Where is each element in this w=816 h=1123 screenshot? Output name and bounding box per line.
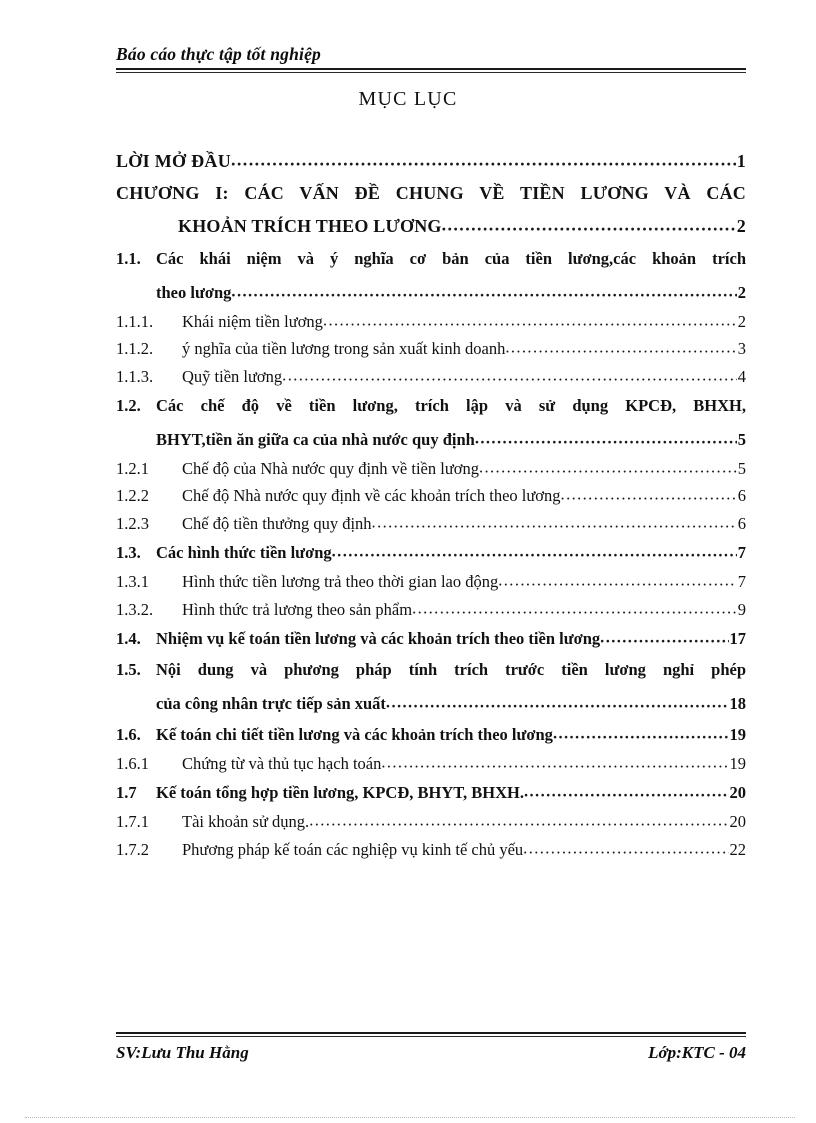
toc-entry-title: Nhiệm vụ kế toán tiền lương và các khoản trích theo tiền lương — [156, 629, 601, 648]
table-of-contents — [116, 152, 746, 869]
toc-entry[interactable] — [116, 488, 746, 514]
toc-entry-title: Khái niệm tiền lương — [182, 311, 323, 331]
running-footer — [116, 1032, 746, 1063]
toc-entry[interactable] — [116, 574, 746, 600]
toc-entry-page: 7 — [737, 572, 746, 591]
leader-dots — [498, 573, 737, 590]
toc-entry-page: 20 — [729, 812, 746, 831]
toc-entry-page: 1 — [736, 151, 746, 171]
toc-entry-title-line1: Nội dung và phương pháp tính trích trước tiền lương nghỉ phép — [156, 660, 746, 679]
toc-entry-number: 1.2. — [116, 396, 141, 415]
toc-entry-number: 1.6. — [116, 724, 141, 744]
scan-edge-artifact — [25, 1117, 795, 1119]
toc-entry-page: 9 — [737, 599, 746, 619]
leader-dots — [412, 600, 737, 617]
toc-entry-title: Kế toán tổng hợp tiền lương, KPCĐ, BHYT, BHXH. — [156, 783, 524, 802]
toc-entry[interactable] — [116, 311, 746, 340]
leader-dots — [231, 281, 736, 301]
leader-dots — [523, 840, 728, 857]
leader-dots — [600, 628, 728, 648]
toc-entry-number: 1.1.3. — [116, 366, 154, 386]
leader-dots — [309, 813, 728, 830]
toc-entry-number: 1.3.2. — [116, 599, 154, 619]
toc-entry-title-line1: Các chế độ về tiền lương, trích lập và sử dụng KPCĐ, BHXH, — [156, 396, 746, 415]
toc-entry-number: 1.6.1 — [116, 753, 149, 773]
toc-entry[interactable] — [116, 366, 746, 395]
toc-entry-number: 1.1.1. — [116, 311, 154, 331]
toc-entry-number: 1.2.3 — [116, 513, 149, 533]
leader-dots — [479, 459, 737, 476]
leader-dots — [561, 487, 737, 504]
toc-entry-title: Quỹ tiền lương — [182, 366, 283, 386]
leader-dots — [524, 782, 729, 802]
leader-dots — [282, 367, 737, 384]
toc-entry[interactable] — [116, 599, 746, 628]
toc-entry-number: 1.3. — [116, 543, 141, 562]
page-title: MỤC LỤC — [358, 88, 458, 110]
toc-entry-title: Hình thức trả lương theo sản phẩm — [182, 599, 413, 619]
footer-class-name: Lớp:KTC - 04 — [648, 1043, 746, 1062]
toc-entry-title: Hình thức tiền lương trả theo thời gian lao động — [182, 572, 499, 591]
toc-entry-number: 1.7.1 — [116, 812, 149, 831]
toc-entry[interactable] — [116, 629, 746, 658]
leader-dots — [475, 428, 737, 448]
toc-entry-title: Kế toán chi tiết tiền lương và các khoản trích theo lương — [156, 724, 553, 744]
toc-entry-page: 19 — [729, 753, 746, 773]
leader-dots — [553, 723, 729, 743]
toc-entry-number: 1.2.1 — [116, 458, 149, 478]
toc-entry[interactable] — [116, 660, 746, 723]
leader-dots — [323, 312, 737, 329]
toc-entry-title: Tài khoản sử dụng. — [182, 812, 310, 831]
toc-entry-page: 18 — [729, 693, 746, 713]
footer-divider — [116, 1032, 746, 1037]
toc-entry-title-line2: theo lương — [156, 282, 232, 302]
toc-entry-number: 1.7.2 — [116, 839, 149, 859]
leader-dots — [442, 215, 736, 236]
toc-entry-number: 1.3.1 — [116, 572, 149, 591]
footer-student-name: SV:Lưu Thu Hằng — [116, 1043, 249, 1062]
header-divider — [116, 68, 746, 73]
toc-entry[interactable] — [116, 249, 746, 312]
leader-dots — [386, 692, 729, 712]
toc-entry[interactable] — [116, 513, 746, 542]
toc-entry-page: 6 — [737, 486, 746, 505]
toc-entry-title-line2: KHOẢN TRÍCH THEO LƯƠNG — [178, 216, 442, 236]
toc-entry-page: 2 — [737, 282, 746, 302]
toc-entry-page: 4 — [737, 366, 746, 386]
toc-entry-number: 1.5. — [116, 660, 141, 679]
toc-entry-page: 2 — [737, 311, 746, 331]
toc-entry-page: 17 — [729, 629, 746, 648]
toc-entry-title-line1: CHƯƠNG I: CÁC VẤN ĐỀ CHUNG VỀ TIỀN LƯƠNG VÀ CÁC — [116, 183, 746, 203]
toc-entry-page: 2 — [736, 216, 746, 236]
toc-entry[interactable] — [116, 458, 746, 487]
toc-entry-title: ý nghĩa của tiền lương trong sản xuất kinh doanh — [182, 339, 506, 358]
toc-entry-title: Chế độ tiền thưởng quy định — [182, 513, 372, 533]
leader-dots — [231, 151, 736, 169]
toc-entry-title: Các hình thức tiền lương — [156, 543, 332, 562]
toc-entry[interactable] — [116, 152, 746, 182]
toc-entry-title: Chế độ Nhà nước quy định về các khoản trích theo lương — [182, 486, 561, 505]
toc-entry-page: 19 — [729, 724, 746, 744]
toc-entry-number: 1.1. — [116, 249, 141, 268]
toc-entry-page: 7 — [737, 543, 746, 562]
toc-entry-title-line2: của công nhân trực tiếp sản xuất — [156, 693, 386, 713]
toc-entry-title: Chế độ của Nhà nước quy định về tiền lương — [182, 458, 479, 478]
toc-entry-title: LỜI MỞ ĐẦU — [116, 151, 231, 171]
toc-entry-title-line1: Các khái niệm và ý nghĩa cơ bản của tiền lương,các khoản trích — [156, 249, 746, 268]
toc-entry[interactable] — [116, 184, 746, 247]
toc-entry[interactable] — [116, 783, 746, 812]
toc-entry[interactable] — [116, 543, 746, 572]
toc-entry-page: 3 — [737, 339, 746, 358]
toc-entry-number: 1.7 — [116, 783, 137, 802]
toc-entry-number: 1.2.2 — [116, 486, 149, 505]
toc-entry[interactable] — [116, 814, 746, 840]
toc-entry-page: 6 — [737, 513, 746, 533]
toc-entry[interactable] — [116, 725, 746, 754]
toc-entry[interactable] — [116, 341, 746, 367]
toc-entry-title-line2: BHYT,tiền ăn giữa ca của nhà nước quy định — [156, 429, 475, 449]
toc-entry-page: 5 — [737, 458, 746, 478]
running-header — [116, 44, 746, 73]
running-header-title: Báo cáo thực tập tốt nghiệp — [116, 44, 321, 64]
leader-dots — [505, 340, 736, 357]
toc-entry-number: 1.4. — [116, 629, 141, 648]
leader-dots — [372, 514, 737, 531]
toc-entry-title: Chứng từ và thủ tục hạch toán — [182, 753, 382, 773]
toc-entry-page: 22 — [729, 839, 746, 859]
toc-entry-number: 1.1.2. — [116, 339, 154, 358]
toc-entry-title: Phương pháp kế toán các nghiệp vụ kinh tế chủ yếu — [182, 839, 524, 859]
leader-dots — [381, 754, 728, 771]
toc-entry[interactable] — [116, 396, 746, 459]
toc-entry[interactable] — [116, 839, 746, 868]
toc-entry-page: 20 — [729, 783, 746, 802]
toc-entry[interactable] — [116, 753, 746, 782]
leader-dots — [332, 542, 737, 562]
toc-entry-page: 5 — [737, 429, 746, 449]
